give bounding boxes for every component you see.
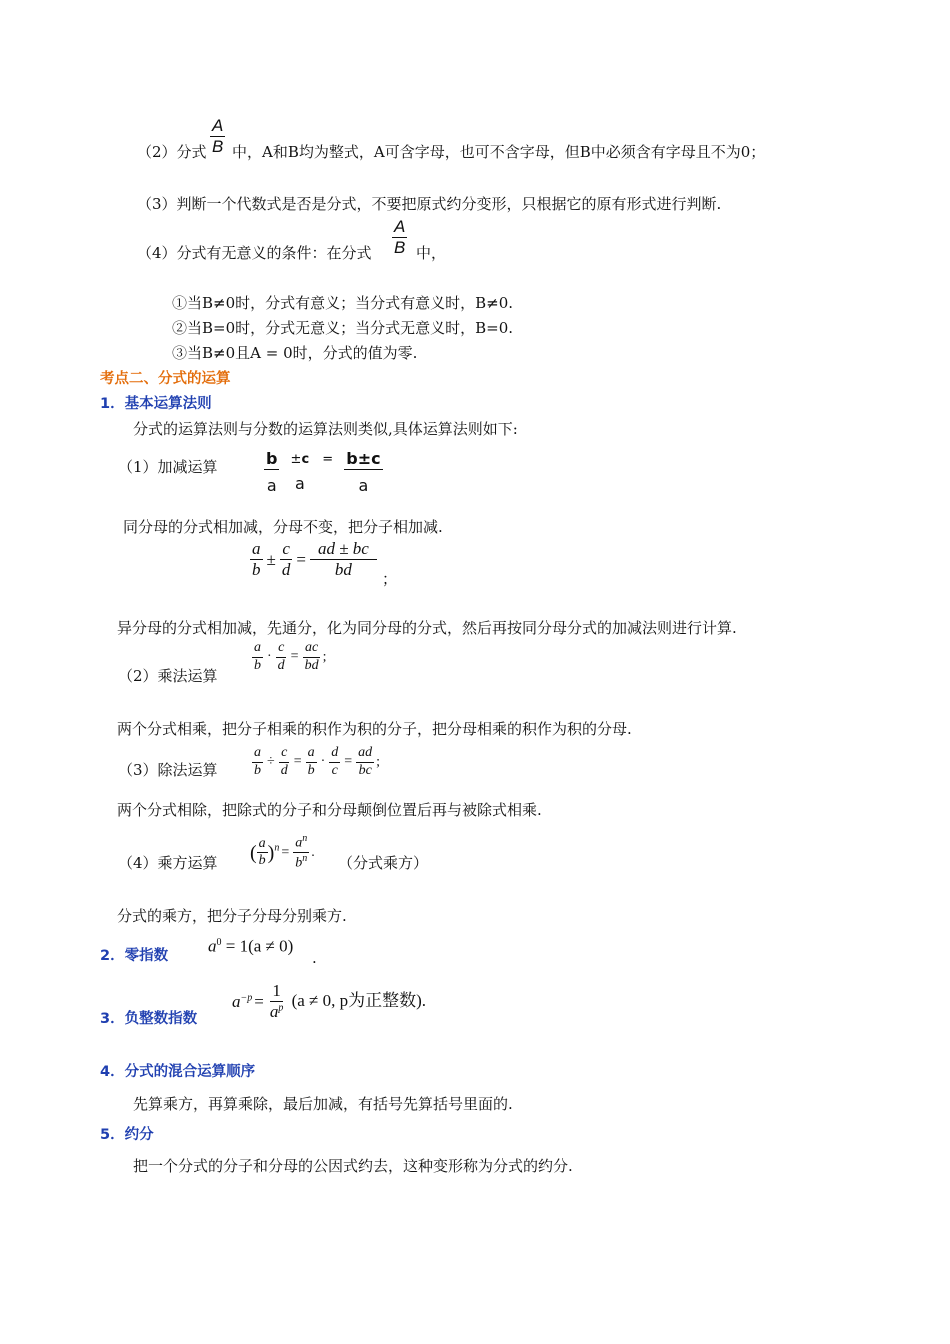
multiply-label: （2）乘法运算 [118,667,218,685]
item-3-text: （3）判断一个代数式是否是分式，不要把原式约分变形，只根据它的原有形式进行判断. [137,195,722,213]
item-2-fraction: $\frac{A}{B}$ [212,116,224,156]
multiply-formula: $\frac{a}{b}$ · $\frac{c}{d}$ = $\frac{ac}{bd}$ ; [254,640,327,673]
power-label: （4）乘方运算 [118,854,218,872]
item-2-text: （2）分式 [137,143,207,161]
subsection-2-title: 2．零指数 [100,948,169,964]
add-diff-text: 异分母的分式相加减，先通分，化为同分母的分式，然后再按同分母分式的加减法则进行计算. [117,619,737,637]
item-4-text: （4）分式有无意义的条件：在分式 [137,244,372,262]
item-2-rest: 中，A和B均为整式，A可含字母，也可不含字母，但B中必须含有字母且不为0； [232,143,766,161]
power-text: 分式的乘方，把分子分母分别乘方. [117,907,347,925]
add-label: （1）加减运算 [118,458,218,476]
add-formula-semicolon: ； [382,570,398,588]
condition-3: ③当B≠0且A = 0时，分式的值为零. [172,344,418,362]
condition-1: ①当B≠0时，分式有意义；当分式有意义时，B≠0. [172,294,514,312]
zero-exponent-period: . [312,949,317,967]
subsection-1-title: 1．基本运算法则 [100,396,212,412]
rules-intro: 分式的运算法则与分数的运算法则类似,具体运算法则如下: [133,420,518,438]
condition-2: ②当B=0时，分式无意义；当分式无意义时，B=0. [172,319,514,337]
divide-text: 两个分式相除，把除式的分子和分母颠倒位置后再与被除式相乘. [117,801,542,819]
power-note: （分式乘方） [338,854,429,872]
divide-formula: $\frac{a}{b}$ ÷ $\frac{c}{d}$ = $\frac{a}{b}$ · $\frac{d}{c}$ = $\frac{ad}{bc}$ ; [254,745,381,778]
subsection-4-title: 4．分式的混合运算顺序 [100,1064,256,1080]
mixed-order-text: 先算乘方，再算乘除，最后加减，有括号先算括号里面的. [133,1095,513,1113]
add-formula-same-denominator: $\frac{b}{a}$ ±c a = $\frac{b\pm c}{a}$ [266,449,381,495]
section-2-title: 考点二、分式的运算 [100,371,231,387]
subsection-3-title: 3．负整数指数 [100,1011,198,1027]
add-same-text: 同分母的分式相加减，分母不变，把分子相加减. [123,518,443,536]
zero-exponent-formula: $a^0 = 1(a \ne 0)$ [208,936,294,956]
power-formula: ( $\frac{a}{b}$ )$^n$ = $\frac{a^n}{b^n}$ . [250,833,315,871]
negative-exponent-formula: $a^{-p}$ = $\frac{1}{a^p}$ (a ≠ 0, p为正整数). [232,981,427,1021]
multiply-text: 两个分式相乘，把分子相乘的积作为积的分子，把分母相乘的积作为积的分母. [117,720,632,738]
reduce-text: 把一个分式的分子和分母的公因式约去，这种变形称为分式的约分. [133,1157,573,1175]
add-formula-diff-denominator: $\frac{a}{b}$ ± $\frac{c}{d}$ = $\frac{ad \pm bc}{bd}$ [248,540,379,579]
divide-label: （3）除法运算 [118,761,218,779]
item-4-fraction: $\frac{A}{B}$ [394,217,406,257]
subsection-5-title: 5．约分 [100,1127,154,1143]
item-4-suffix: 中， [416,244,447,262]
